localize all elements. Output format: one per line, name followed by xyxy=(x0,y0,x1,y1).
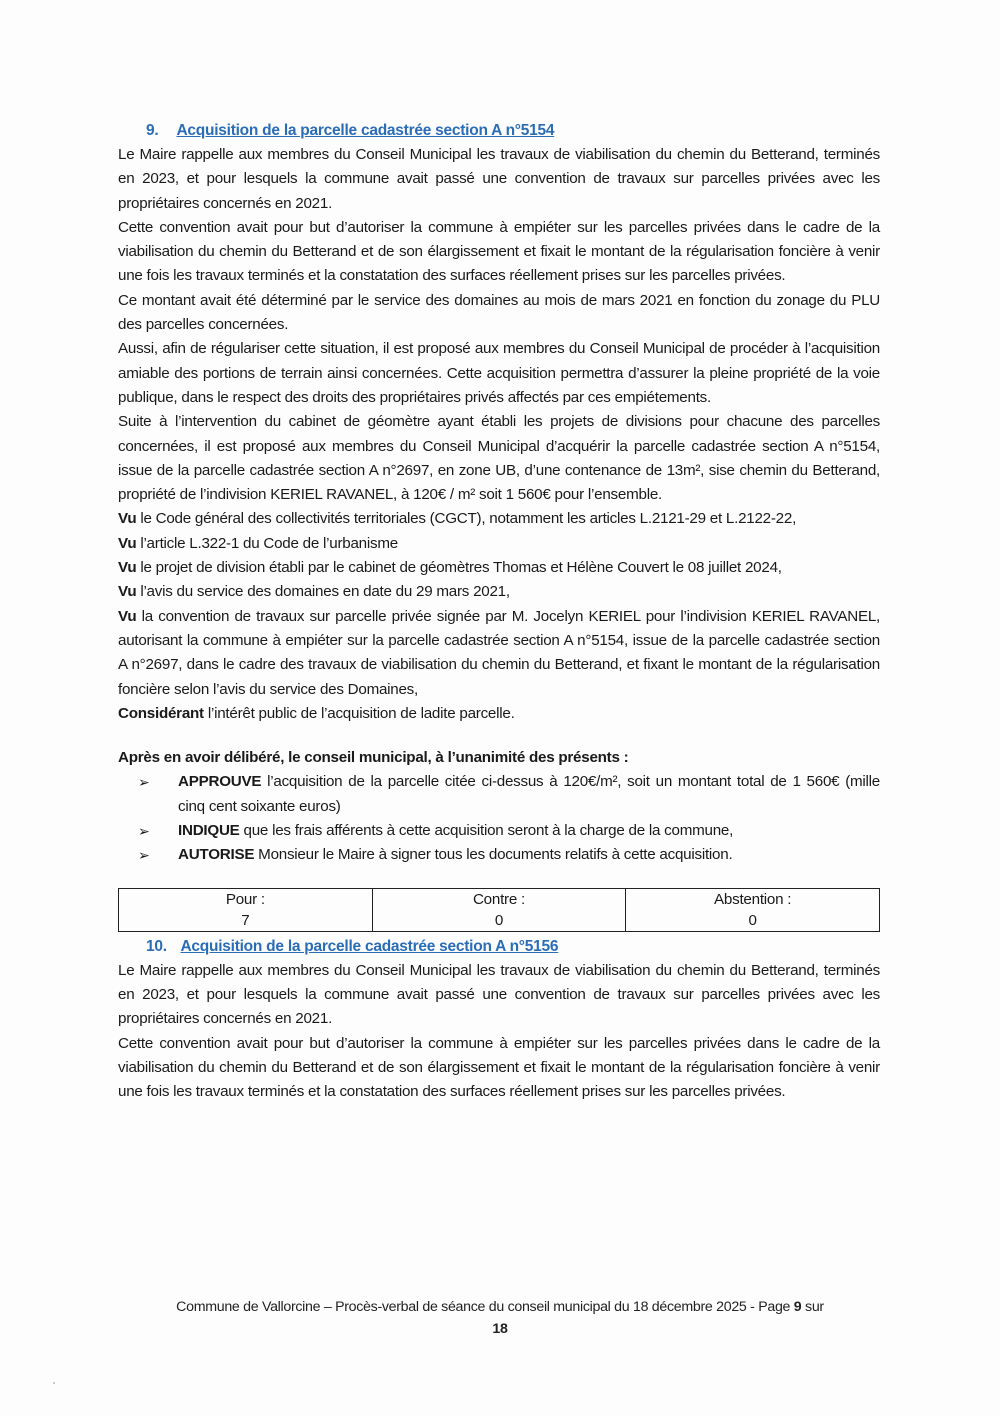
paragraph: Aussi, afin de régulariser cette situation, il est proposé aux membres du Conseil Municipal de procéder à l’acquisition amiable des portions de terrain ainsi concernées. Cette acquisition permettra d’assurer la pleine propriété de la voie publique, dans le respect des droits des propriétaires privés affectés par ces empiétements. xyxy=(118,340,880,406)
consideration-text: le Code général des collectivités territoriales (CGCT), notamment les articles L.2121-29 et L.2122-22, xyxy=(136,510,797,528)
decision-item xyxy=(138,770,880,819)
consideration xyxy=(118,580,880,604)
consideration xyxy=(118,605,880,702)
vote-value: 0 xyxy=(494,911,504,929)
section-10-heading xyxy=(146,935,880,959)
consideration xyxy=(118,556,880,580)
page-content xyxy=(118,119,880,1104)
consideration xyxy=(118,702,880,726)
consideration-text: l’avis du service des domaines en date du 29 mars 2021, xyxy=(136,583,510,601)
scan-speck xyxy=(53,1382,55,1384)
spacer xyxy=(118,726,880,746)
vote-label: Contre : xyxy=(472,890,525,908)
decision-item xyxy=(138,843,880,867)
section-9-heading xyxy=(146,119,880,143)
vote-value: 0 xyxy=(748,911,757,929)
arrow-bullet-icon: ➢ xyxy=(138,847,150,864)
consideration-keyword: Considérant xyxy=(118,704,204,722)
consideration xyxy=(118,532,880,556)
consideration-keyword: Vu xyxy=(118,607,137,625)
vote-label: Pour : xyxy=(225,890,265,908)
arrow-bullet-icon: ➢ xyxy=(138,774,150,791)
paragraph: Cette convention avait pour but d’autoriser la commune à empiéter sur les parcelles privées dans le cadre de la viabilisation du chemin du Betterand et de son élargissement et fixait le montant de la régularisation foncière à venir une fois les travaux terminés et la constatation des surfaces réellement prises sur les parcelles privées. xyxy=(118,218,880,285)
footer-text: Commune de Vallorcine – Procès-verbal de séance du conseil municipal du 18 décembre 2025 - Page xyxy=(176,1299,794,1315)
vote-label: Abstention : xyxy=(714,890,792,908)
section-title: Acquisition de la parcelle cadastrée section A n°5156 xyxy=(180,937,559,955)
footer-page-number: 9 xyxy=(793,1299,802,1315)
footer-sur: sur xyxy=(801,1299,824,1315)
consideration-keyword: Vu xyxy=(118,583,137,601)
section-number: 9. xyxy=(146,122,159,139)
section-title: Acquisition de la parcelle cadastrée section A n°5154 xyxy=(176,122,555,139)
paragraph: Cette convention avait pour but d’autoriser la commune à empiéter sur les parcelles privées dans le cadre de la viabilisation du chemin du Betterand et de son élargissement et fixait le montant de la régularisation foncière à venir une fois les travaux terminés et la constatation des surfaces réellement prises sur les parcelles privées. xyxy=(118,1034,880,1101)
consideration-keyword: Vu xyxy=(118,559,137,577)
consideration-text: la convention de travaux sur parcelle privée signée par M. Jocelyn KERIEL pour l’indivision KERIEL RAVANEL, autorisant la commune à empiéter sur la parcelle cadastrée section A n°5154, issue de la parcelle cadastrée section A n°2697, dans le cadre des travaux de viabilisation du chemin du Betterand, et fixant le montant de la régularisation foncière selon l’avis du service des Domaines, xyxy=(118,607,880,698)
vote-cell-pour xyxy=(119,888,373,931)
paragraph: Suite à l’intervention du cabinet de géomètre ayant établi les projets de divisions pour chacune des parcelles concernées, il est proposé aux membres du Conseil Municipal d’acquérir la parcelle cadastrée section A n°5154, issue de la parcelle cadastrée section A n°2697, en zone UB, d’une contenance de 13m², sise chemin du Betterand, propriété de l’indivision KERIEL RAVANEL, à 120€ / m² soit 1 560€ pour l’ensemble. xyxy=(118,413,880,504)
consideration-keyword: Vu xyxy=(118,510,137,528)
consideration xyxy=(118,507,880,531)
section-number: 10. xyxy=(146,937,167,955)
decision-text: que les frais afférents à cette acquisition seront à la charge de la commune, xyxy=(239,822,734,840)
consideration-text: l’article L.322-1 du Code de l’urbanisme xyxy=(136,534,398,552)
paragraph: Ce montant avait été déterminé par le service des domaines au mois de mars 2021 en fonction du zonage du PLU des parcelles concernées. xyxy=(118,291,880,334)
decision-verb: APPROUVE xyxy=(178,773,262,791)
decision-verb: AUTORISE xyxy=(178,846,255,864)
page-footer xyxy=(100,1296,900,1340)
vote-cell-contre xyxy=(372,888,626,931)
footer-page-total: 18 xyxy=(492,1321,508,1337)
consideration-text: l’intérêt public de l’acquisition de ladite parcelle. xyxy=(203,704,515,722)
vote-row xyxy=(119,888,880,931)
consideration-text: le projet de division établi par le cabinet de géomètres Thomas et Hélène Couvert le 08 juillet 2024, xyxy=(136,559,782,577)
decision-item xyxy=(138,819,880,843)
decision-intro: Après en avoir délibéré, le conseil municipal, à l’unanimité des présents : xyxy=(118,749,629,767)
vote-table xyxy=(118,888,880,932)
decision-actions xyxy=(118,770,880,867)
arrow-bullet-icon: ➢ xyxy=(138,823,150,840)
decision-text: Monsieur le Maire à signer tous les documents relatifs à cette acquisition. xyxy=(254,846,733,864)
decision-text: l’acquisition de la parcelle citée ci-dessus à 120€/m², soit un montant total de 1 560€ (mille cinq cent soixante euros) xyxy=(178,773,880,815)
vote-cell-abstention xyxy=(626,888,880,931)
paragraph: Le Maire rappelle aux membres du Conseil Municipal les travaux de viabilisation du chemin du Betterand, terminés en 2023, et pour lesquels la commune avait passé une convention de travaux sur parcelles privées avec les propriétaires concernés en 2021. xyxy=(118,961,880,1028)
paragraph: Le Maire rappelle aux membres du Conseil Municipal les travaux de viabilisation du chemin du Betterand, terminés en 2023, et pour lesquels la commune avait passé une convention de travaux sur parcelles privées avec les propriétaires concernés en 2021. xyxy=(118,146,880,212)
decision-verb: INDIQUE xyxy=(178,822,240,840)
consideration-keyword: Vu xyxy=(118,534,137,552)
vote-value: 7 xyxy=(241,911,250,929)
